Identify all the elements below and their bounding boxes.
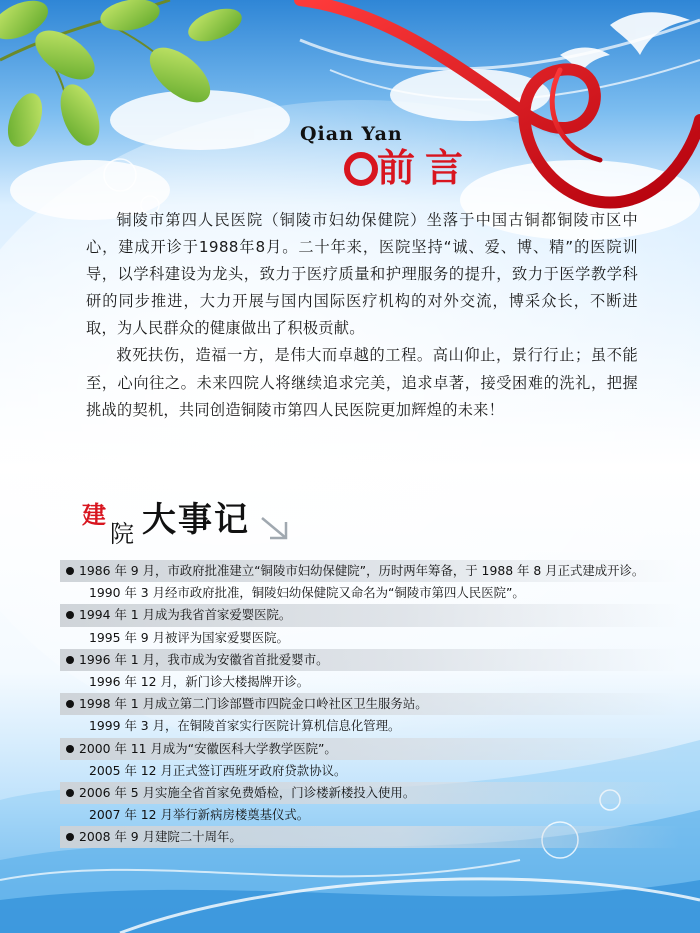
- circle-bullet-icon: [344, 152, 378, 186]
- milestone-text: 2006 年 5 月实施全省首家免费婚检，门诊楼新楼投入使用。: [79, 784, 416, 800]
- milestone-row: [60, 560, 680, 582]
- intro-paragraph: 铜陵市第四人民医院（铜陵市妇幼保健院）坐落于中国古铜都铜陵市区中心，建成开诊于1988年8月。二十年来，医院坚持“诚、爱、博、精”的医院训导，以学科建设为龙头，致力于医疗质量和护理服务的提升，致力于医学教学科研的同步推进，大力开展与国内国际医疗机构的对外交流，博采众长，不断进取，为人民群众的健康做出了积极贡献。: [86, 211, 638, 338]
- milestone-text: 1998 年 1 月成立第二门诊部暨市四院金口岭社区卫生服务站。: [79, 696, 428, 712]
- milestone-row: [60, 738, 680, 760]
- milestone-text: 2005 年 12 月正式签订西班牙政府贷款协议。: [89, 762, 347, 778]
- milestone-row: [60, 582, 680, 604]
- milestone-row: [60, 782, 680, 804]
- bullet-dot-icon: [66, 611, 74, 619]
- milestone-row: [60, 671, 680, 693]
- milestone-row: [60, 693, 680, 715]
- bullet-dot-icon: [66, 700, 74, 708]
- intro-text: [86, 207, 638, 424]
- bullet-dot-icon: [66, 745, 74, 753]
- bullet-dot-icon: [66, 789, 74, 797]
- milestones-list: [60, 560, 680, 848]
- milestone-row: [60, 715, 680, 737]
- milestone-row: [60, 760, 680, 782]
- milestone-text: 2007 年 12 月举行新病房楼奠基仪式。: [89, 807, 310, 823]
- milestones-heading-main: 大事记: [142, 500, 250, 540]
- arrow-down-right-icon: [258, 514, 292, 544]
- milestone-row: [60, 804, 680, 826]
- milestone-text: 2000 年 11 月成为“安徽医科大学教学医院”。: [79, 740, 337, 756]
- milestone-text: 1994 年 1 月成为我省首家爱婴医院。: [79, 607, 292, 623]
- milestones-heading-yuan: 院: [110, 520, 134, 548]
- milestones-heading-jian: 建: [82, 500, 106, 529]
- milestone-row: [60, 826, 680, 848]
- bullet-dot-icon: [66, 567, 74, 575]
- milestone-text: 1999 年 3 月，在铜陵首家实行医院计算机信息化管理。: [89, 718, 401, 734]
- milestone-text: 1996 年 12 月，新门诊大楼揭牌开诊。: [89, 673, 310, 689]
- bullet-dot-icon: [66, 656, 74, 664]
- pinyin-subtitle: Qian Yan: [300, 123, 403, 145]
- milestone-row: [60, 627, 680, 649]
- page-title: 前言: [377, 146, 474, 190]
- milestone-row: [60, 649, 680, 671]
- milestone-row: [60, 604, 680, 626]
- intro-paragraph: 救死扶伤，造福一方，是伟大而卓越的工程。高山仰止，景行行止；虽不能至，心向往之。未来四院人将继续追求完美，追求卓著，接受困难的洗礼，把握挑战的契机，共同创造铜陵市第四人民医院更加辉煌的未来！: [86, 346, 638, 419]
- milestone-text: 1995 年 9 月被评为国家爱婴医院。: [89, 629, 289, 645]
- milestone-text: 1990 年 3 月经市政府批准，铜陵妇幼保健院又命名为“铜陵市第四人民医院”。: [89, 585, 525, 601]
- milestone-text: 1996 年 1 月，我市成为安徽省首批爱婴市。: [79, 651, 329, 667]
- milestone-text: 1986 年 9 月，市政府批准建立“铜陵市妇幼保健院”，历时两年筹备，于 1988 年 8 月正式建成开诊。: [79, 563, 645, 578]
- milestone-text: 2008 年 9 月建院二十周年。: [79, 829, 242, 845]
- bullet-dot-icon: [66, 833, 74, 841]
